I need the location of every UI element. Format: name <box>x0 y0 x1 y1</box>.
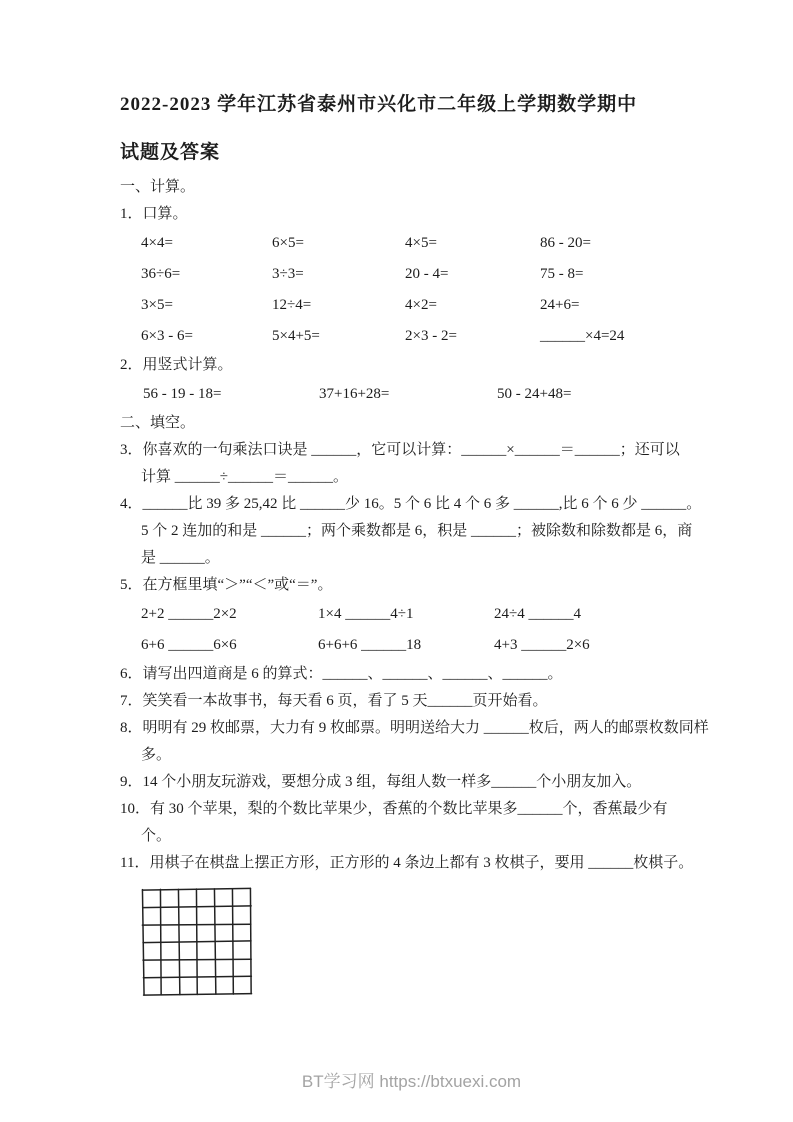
oral-problem: 36÷6= <box>141 266 181 282</box>
checkerboard-grid-image <box>140 886 253 997</box>
oral-calc-row <box>120 321 680 352</box>
written-calc-label: 2．用竖式计算。 <box>120 357 233 373</box>
oral-problem: 5×4+5= <box>272 328 320 344</box>
oral-calc-row <box>120 290 680 321</box>
section-heading-fill: 二、填空。 <box>120 415 196 431</box>
question-7: 7．笑笑看一本故事书，每天看 6 页，看了 5 天______页开始看。 <box>120 693 548 709</box>
comparison-item: 4+3 ______2×6 <box>494 637 590 653</box>
exam-content <box>120 88 709 997</box>
oral-problem: 4×5= <box>405 235 437 251</box>
written-problem: 50 - 24+48= <box>497 386 572 402</box>
question-9: 9．14 个小朋友玩游戏，要想分成 3 组，每组人数一样多______个小朋友加入。 <box>120 774 642 790</box>
question-11: 11．用棋子在棋盘上摆正方形，正方形的 4 条边上都有 3 枚棋子，要用 ______枚棋子。 <box>120 855 694 871</box>
site-url-text: https://btxuexi.com <box>379 1072 522 1091</box>
site-watermark <box>302 1067 521 1092</box>
oral-problem: 75 - 8= <box>540 266 584 282</box>
oral-problem: 3÷3= <box>272 266 304 282</box>
comparison-item: 1×4 ______4÷1 <box>318 606 414 622</box>
question-4-line-2: 5 个 2 连加的和是 ______；两个乘数都是 6，积是 ______；被除数和除数都是 6，商 <box>141 523 693 539</box>
oral-calc-row <box>120 228 680 259</box>
oral-problem: 24+6= <box>540 297 580 313</box>
page-title-line-1: 2022-2023 学年江苏省泰州市兴化市二年级上学期数学期中 <box>120 94 638 115</box>
calc-section <box>120 174 680 410</box>
oral-problem: 2×3 - 2= <box>405 328 457 344</box>
oral-problem: 4×2= <box>405 297 437 313</box>
oral-problem: ______×4=24 <box>540 328 625 344</box>
comparison-row <box>120 630 680 661</box>
comparison-item: 6+6 ______6×6 <box>141 637 237 653</box>
oral-problem: 86 - 20= <box>540 235 591 251</box>
question-8-line-2: 多。 <box>141 747 172 763</box>
written-calc-row <box>120 379 680 410</box>
written-problem: 56 - 19 - 18= <box>143 386 222 402</box>
section-heading-calc: 一、计算。 <box>120 179 196 195</box>
comparison-row <box>120 599 680 630</box>
oral-problem: 20 - 4= <box>405 266 449 282</box>
comparison-item: 24÷4 ______4 <box>494 606 581 622</box>
page-title-line-2: 试题及答案 <box>120 142 221 163</box>
written-problem: 37+16+28= <box>319 386 390 402</box>
question-3-line-2: 计算 ______÷______＝______。 <box>141 469 348 485</box>
fill-section <box>120 410 709 997</box>
question-4-line-1: 4．______比 39 多 25,42 比 ______少 16。5 个 6 比 4 个 6 多 ______,比 6 个 6 少 ______。 <box>120 496 702 512</box>
site-name-label: BT学习网 <box>301 1072 375 1091</box>
oral-problem: 6×5= <box>272 235 304 251</box>
oral-problem: 3×5= <box>141 297 173 313</box>
question-4-line-3: 是 ______。 <box>141 550 220 566</box>
question-8-line-1: 8．明明有 29 枚邮票，大力有 9 枚邮票。明明送给大力 ______枚后，两人的邮票枚数同样 <box>120 720 709 736</box>
oral-problem: 12÷4= <box>272 297 312 313</box>
oral-calc-label: 1．口算。 <box>120 206 188 222</box>
question-6: 6．请写出四道商是 6 的算式：______、______、______、______。 <box>120 666 563 682</box>
comparison-item: 2+2 ______2×2 <box>141 606 237 622</box>
oral-problem: 4×4= <box>141 235 173 251</box>
question-10-line-2: 个。 <box>141 828 172 844</box>
comparison-item: 6+6+6 ______18 <box>318 637 422 653</box>
oral-calc-row <box>120 259 680 290</box>
question-5-label: 5．在方框里填“＞”“＜”或“＝”。 <box>120 577 333 593</box>
question-3-line-1: 3．你喜欢的一句乘法口诀是 ______，它可以计算：______×______＝______；还可以 <box>120 442 680 458</box>
oral-problem: 6×3 - 6= <box>141 328 193 344</box>
question-10-line-1: 10．有 30 个苹果，梨的个数比苹果少，香蕉的个数比苹果多______个，香蕉最少有 <box>120 801 668 817</box>
